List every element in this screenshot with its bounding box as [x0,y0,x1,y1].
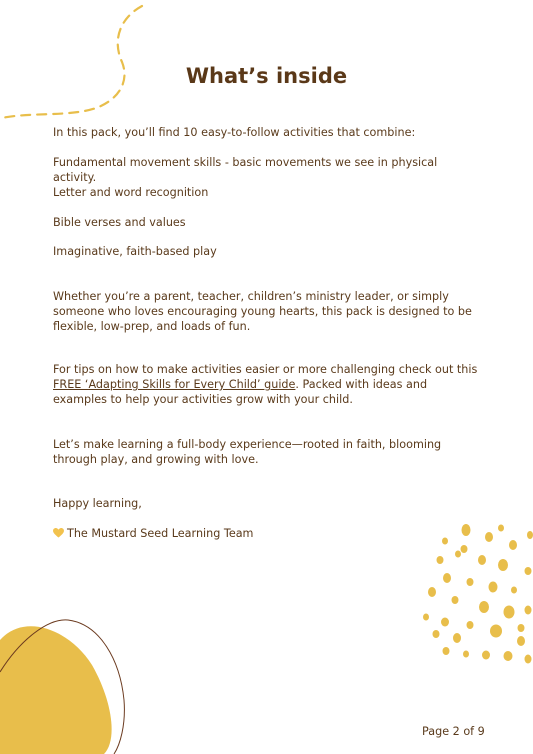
outline-curve [0,620,124,754]
list-item: Fundamental movement skills - basic movements we see in physical activity. [53,156,438,184]
page-title: What’s inside [185,64,348,88]
signature-text: The Mustard Seed Learning Team [67,527,254,540]
page-number: Page 2 of 9 [422,725,485,738]
intro-text: In this pack, you’ll find 10 easy-to-follow activities that combine: [53,126,416,139]
list-item: Imaginative, faith-based play [53,245,217,258]
list-item: Letter and word recognition [53,186,209,199]
tips-text-after: . Packed with ideas and examples to help your activities grow with your child. [53,378,428,406]
tips-text-before: For tips on how to make activities easier or more challenging check out this [53,363,478,376]
audience-paragraph: Whether you’re a parent, teacher, children’s ministry leader, or simply someone who loves encouraging young hearts, this pack is designed to be flexible, low-prep, and loads of fun. [53,290,472,333]
adapting-skills-guide-link[interactable]: FREE ‘Adapting Skills for Every Child’ guide [53,378,296,391]
dashed-swirl [2,6,142,118]
signature-line [53,526,483,541]
heart-icon [53,528,64,538]
yellow-blob [0,626,112,754]
closing-paragraph: Let’s make learning a full-body experience—rooted in faith, blooming through play, and growing with love. [53,438,442,466]
tips-paragraph [53,362,483,407]
dot-cluster [423,524,533,664]
signoff-text: Happy learning, [53,497,142,510]
list-item: Bible verses and values [53,216,186,229]
